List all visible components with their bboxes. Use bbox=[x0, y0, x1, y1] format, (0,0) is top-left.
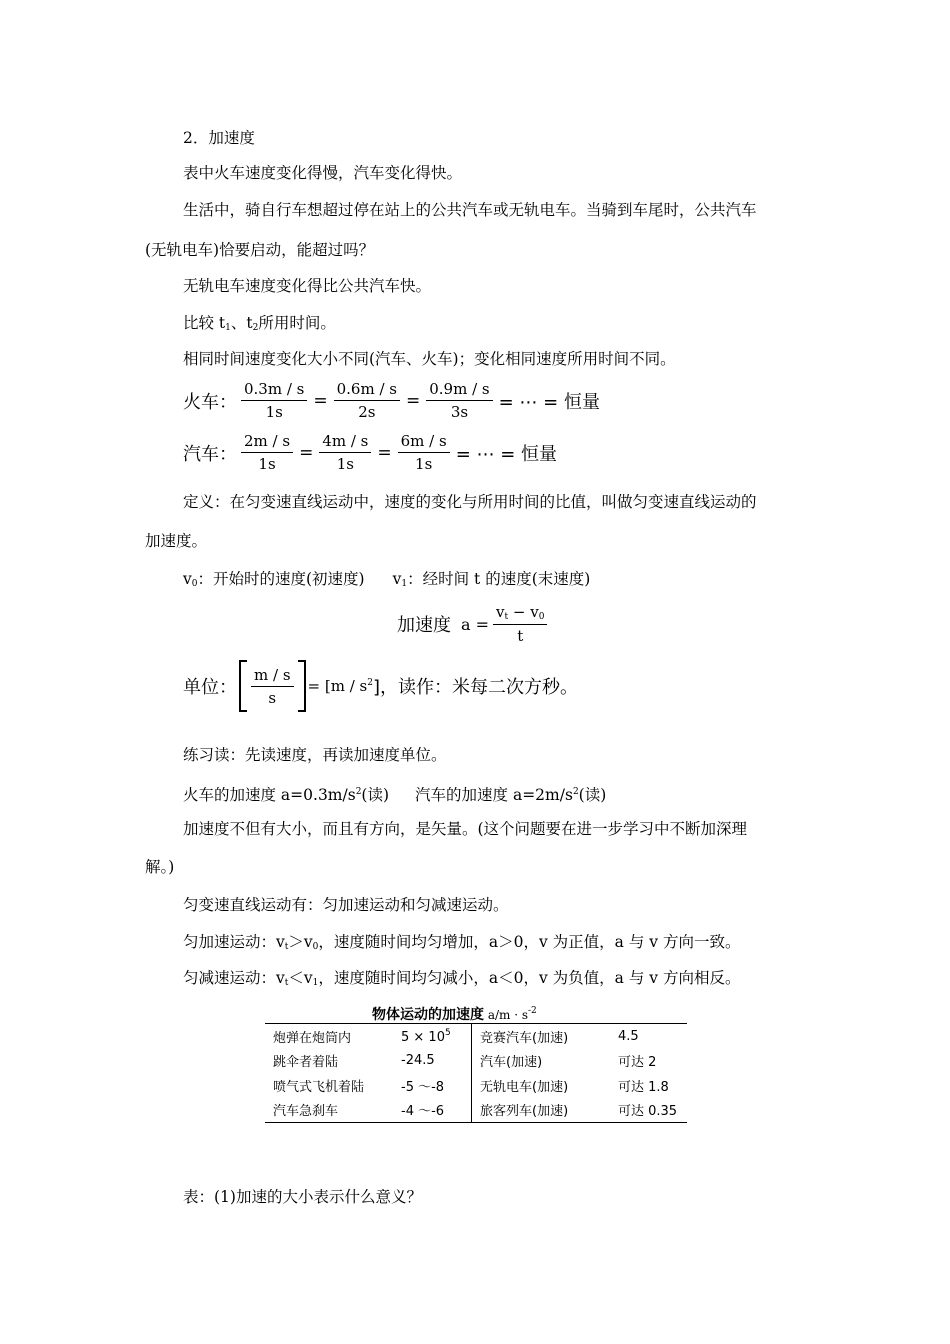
fraction bbox=[426, 380, 492, 421]
subscript: 1 bbox=[225, 323, 231, 333]
numerator: m / s bbox=[251, 666, 294, 687]
paragraph: 练习读：先读速度，再读加速度单位。 bbox=[183, 746, 447, 764]
equals-sign: = bbox=[406, 390, 421, 411]
text: v bbox=[183, 570, 192, 588]
table-cell: -4 ～-6 bbox=[401, 1104, 445, 1120]
text: 汽车的加速度 a=2m/s bbox=[415, 786, 573, 804]
text: 所用时间。 bbox=[258, 314, 336, 332]
paragraph: 表中火车速度变化得慢，汽车变化得快。 bbox=[183, 164, 463, 182]
text: a/m · s bbox=[484, 1008, 528, 1022]
formula-lhs: a = bbox=[461, 614, 490, 634]
table-cell: 4.5 bbox=[618, 1028, 639, 1044]
text: ：经时间 t 的速度(末速度) bbox=[407, 570, 591, 588]
text: (读) bbox=[361, 786, 390, 804]
table-cell: 喷气式飞机着陆 bbox=[273, 1079, 365, 1095]
text: 比较 t bbox=[183, 314, 226, 332]
equals-sign: = bbox=[313, 390, 328, 411]
table-cell: 旅客列车(加速) bbox=[472, 1098, 611, 1123]
subscript: t bbox=[284, 978, 289, 988]
formula-label: 汽车： bbox=[183, 443, 237, 465]
fraction bbox=[398, 432, 450, 473]
table-unit bbox=[484, 1008, 537, 1022]
paragraph: 相同时间速度变化大小不同(汽车、火车)；变化相同速度所用时间不同。 bbox=[183, 350, 676, 368]
numerator: 4m / s bbox=[319, 432, 371, 453]
table-row bbox=[265, 1024, 687, 1049]
superscript: 2 bbox=[367, 678, 373, 688]
text: 、t bbox=[230, 314, 253, 332]
denominator: 3s bbox=[450, 403, 469, 421]
numerator bbox=[493, 603, 547, 625]
formula-label: 单位： bbox=[183, 677, 237, 698]
denominator: 1s bbox=[258, 455, 276, 473]
subscript: 1 bbox=[401, 579, 408, 589]
text: (读) bbox=[578, 786, 607, 804]
text: ，速度随时间均匀减小，a＜0，v 为负值，a 与 v 方向相反。 bbox=[318, 969, 741, 987]
formula-label: 加速度 bbox=[397, 615, 451, 636]
acceleration-formula bbox=[397, 603, 551, 645]
table-cell: 无轨电车(加速) bbox=[472, 1073, 611, 1098]
table-cell: -5 ～-8 bbox=[401, 1079, 445, 1095]
paragraph: 匀变速直线运动有：匀加速运动和匀减速运动。 bbox=[183, 896, 509, 914]
right-bracket bbox=[298, 660, 306, 712]
equals-sign: = bbox=[299, 442, 314, 463]
superscript: 5 bbox=[444, 1027, 451, 1038]
subscript: 1 bbox=[312, 978, 319, 988]
table-title bbox=[372, 1004, 537, 1024]
table-cell: 可达 0.35 bbox=[618, 1104, 678, 1120]
text: ＜v bbox=[288, 969, 313, 987]
denominator: s bbox=[268, 688, 277, 707]
unit-formula bbox=[183, 660, 578, 712]
table-row bbox=[265, 1098, 687, 1123]
text: ＞v bbox=[288, 933, 313, 951]
car-formula bbox=[183, 432, 559, 473]
formula-label: 火车： bbox=[183, 391, 237, 413]
numerator: 6m / s bbox=[398, 432, 450, 453]
fraction bbox=[241, 380, 307, 421]
superscript: 2 bbox=[355, 787, 362, 797]
denominator: 2s bbox=[358, 403, 376, 421]
paragraph: 无轨电车速度变化得比公共汽车快。 bbox=[183, 277, 432, 295]
table-cell: -24.5 bbox=[401, 1053, 435, 1069]
paragraph bbox=[183, 782, 606, 805]
paragraph bbox=[183, 968, 740, 993]
text: − v bbox=[508, 603, 539, 621]
paragraph: 解。) bbox=[145, 858, 175, 876]
section-heading: 2．加速度 bbox=[183, 129, 255, 147]
unit-reading: ]，读作：米每二次方秒。 bbox=[372, 677, 578, 698]
table-cell bbox=[393, 1024, 472, 1049]
paragraph: 加速度不但有大小，而且有方向，是矢量。(这个问题要在进一步学习中不断加深理 bbox=[183, 820, 748, 838]
table-cell: 跳伞者着陆 bbox=[273, 1055, 339, 1071]
velocity-definitions bbox=[183, 569, 590, 594]
subscript: t bbox=[504, 612, 509, 622]
subscript: t bbox=[284, 942, 289, 952]
text: ：开始时的速度(初速度) bbox=[197, 570, 365, 588]
train-formula bbox=[183, 380, 602, 421]
denominator: 1s bbox=[336, 455, 354, 473]
left-bracket bbox=[239, 660, 247, 712]
subscript: 0 bbox=[191, 579, 198, 589]
numerator: 2m / s bbox=[241, 432, 293, 453]
text: 匀加速运动：v bbox=[183, 933, 285, 951]
numerator: 0.9m / s bbox=[426, 380, 492, 401]
table-cell: 竞赛汽车(加速) bbox=[472, 1024, 611, 1049]
text: 匀减速运动：v bbox=[183, 969, 285, 987]
table-cell: 汽车(加速) bbox=[472, 1049, 611, 1074]
text: v bbox=[496, 603, 505, 621]
text: 火车的加速度 a=0.3m/s bbox=[183, 786, 356, 804]
bracket bbox=[239, 660, 306, 712]
superscript: -2 bbox=[528, 1006, 537, 1016]
question: 表：(1)加速的大小表示什么意义？ bbox=[183, 1188, 422, 1206]
paragraph bbox=[183, 932, 740, 957]
fraction bbox=[241, 432, 293, 473]
numerator: 0.6m / s bbox=[334, 380, 400, 401]
table-row bbox=[265, 1049, 687, 1074]
formula-tail: = ⋯ = 恒量 bbox=[455, 443, 558, 465]
text: 物体运动的加速度 bbox=[372, 1007, 484, 1023]
numerator: 0.3m / s bbox=[241, 380, 307, 401]
subscript: 0 bbox=[538, 612, 545, 622]
denominator: 1s bbox=[415, 455, 433, 473]
equals-sign: = bbox=[377, 442, 392, 463]
definition: 加速度。 bbox=[145, 532, 208, 550]
table-row bbox=[265, 1073, 687, 1098]
formula-tail: = ⋯ = 恒量 bbox=[498, 391, 600, 413]
text: v bbox=[392, 570, 402, 588]
acceleration-table bbox=[265, 1023, 687, 1123]
table-cell: 汽车急刹车 bbox=[273, 1104, 339, 1120]
table-cell: 可达 2 bbox=[618, 1055, 657, 1071]
paragraph: 生活中，骑自行车想超过停在站上的公共汽车或无轨电车。当骑到车尾时，公共汽车 bbox=[183, 201, 757, 219]
paragraph bbox=[183, 313, 336, 338]
table-cell: 可达 1.8 bbox=[618, 1079, 669, 1095]
denominator: 1s bbox=[265, 403, 283, 421]
text: = [m / s bbox=[307, 677, 368, 695]
text: ，速度随时间均匀增加，a＞0，v 为正值，a 与 v 方向一致。 bbox=[318, 933, 741, 951]
subscript: 0 bbox=[312, 942, 319, 952]
paragraph: (无轨电车)恰要启动，能超过吗？ bbox=[145, 241, 375, 259]
table-cell: 炮弹在炮筒内 bbox=[273, 1030, 352, 1046]
subscript: 2 bbox=[252, 323, 259, 333]
unit-result bbox=[308, 677, 373, 695]
fraction bbox=[493, 603, 547, 645]
text: 5 × 10 bbox=[401, 1029, 445, 1045]
superscript: 2 bbox=[572, 787, 579, 797]
fraction bbox=[251, 660, 294, 712]
fraction bbox=[319, 432, 371, 473]
fraction bbox=[334, 380, 400, 421]
definition: 定义：在匀变速直线运动中，速度的变化与所用时间的比值，叫做匀变速直线运动的 bbox=[183, 493, 757, 511]
denominator: t bbox=[517, 627, 524, 645]
